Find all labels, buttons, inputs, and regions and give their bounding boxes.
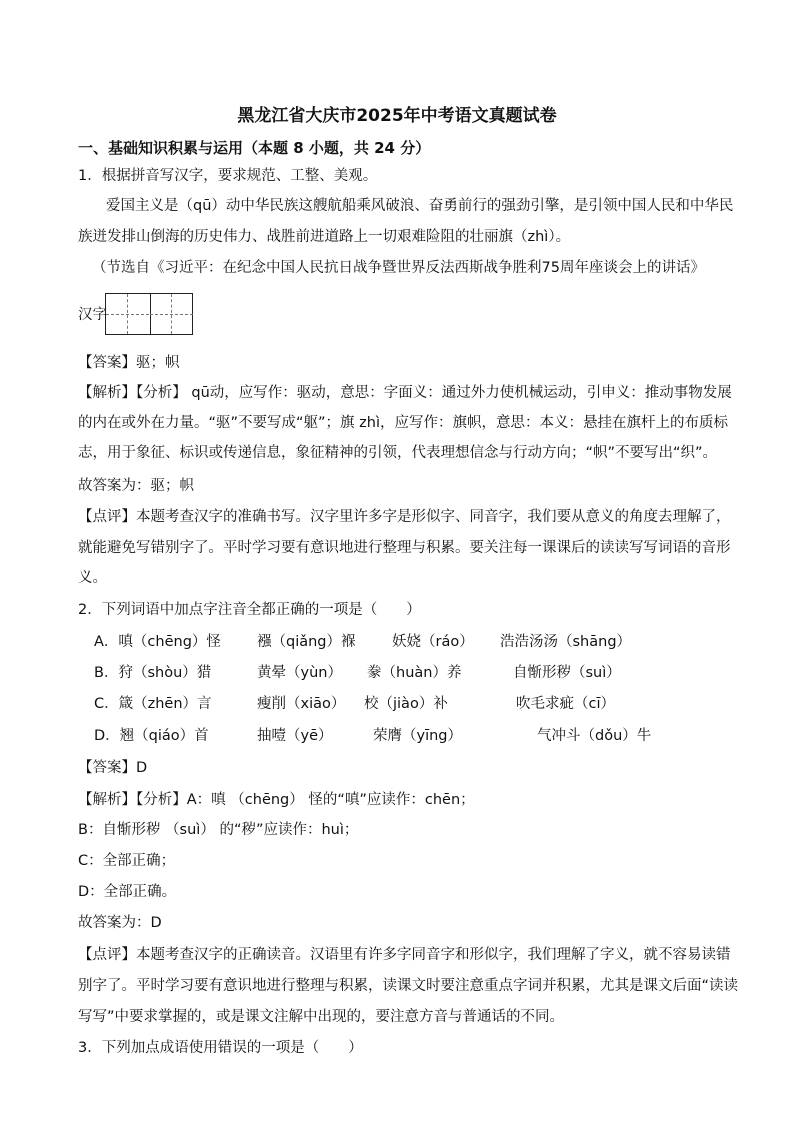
q1-passage-line: 爱国主义是（qū）动中华民族这艘航船乘风破浪、奋勇前行的强劲引擎，是引领中国人民和中华民 xyxy=(106,198,734,214)
q2-answer: 【答案】D xyxy=(78,760,148,776)
hanzi-writing-grid[interactable] xyxy=(105,293,193,335)
option-a-word-1: A．嗔（chēng）怪 xyxy=(94,634,221,650)
option-c-word-2: 瘦削（xiāo） xyxy=(257,696,346,712)
option-d-word-4: 气冲斗（dǒu）牛 xyxy=(537,728,652,744)
option-a-word-3: 妖娆（ráo） xyxy=(392,634,474,650)
option-b-word-1: B．狩（shòu）猎 xyxy=(94,665,212,681)
option-a-word-2: 襁（qiǎng）褓 xyxy=(257,634,356,650)
q2-stem: 2．下列词语中加点字注音全都正确的一项是（ ） xyxy=(78,602,421,618)
q1-answer: 【答案】驱；帜 xyxy=(78,355,180,371)
q2-comment-line: 别字了。平时学习要有意识地进行整理与积累，读课文时要注意重点字词并积累，尤其是课文后面“读读 xyxy=(78,978,739,994)
option-b-word-4: 自惭形秽（suì） xyxy=(513,665,621,681)
option-d-word-1: D．翘（qiáo）首 xyxy=(94,728,209,744)
option-c-word-3: 校（jiào）补 xyxy=(364,696,448,712)
section-heading: 一、基础知识积累与运用（本题 8 小题，共 24 分） xyxy=(78,139,431,157)
q2-analysis-line: C：全部正确； xyxy=(78,853,176,869)
hanzi-label: 汉字 xyxy=(78,307,107,323)
q1-final-answer: 故答案为：驱；帜 xyxy=(78,478,194,494)
q3-stem: 3．下列加点成语使用错误的一项是（ ） xyxy=(78,1040,363,1056)
q1-source: （节选自《习近平：在纪念中国人民抗日战争暨世界反法西斯战争胜利75周年座谈会上的讲话》 xyxy=(92,260,705,276)
q2-final-answer: 故答案为：D xyxy=(78,915,162,931)
q1-analysis-line: 的内在或外在力量。“驱”不要写成“躯”；旗 zhì，应写作：旗帜，意思：本义：悬挂在旗杆上的布质标 xyxy=(78,415,728,431)
q1-stem: 1．根据拼音写汉字，要求规范、工整、美观。 xyxy=(78,168,378,184)
q2-analysis-line: B：自惭形秽 （suì） 的“秽”应读作：huì； xyxy=(78,822,359,838)
option-a-word-4: 浩浩汤汤（shāng） xyxy=(500,634,632,650)
q2-comment-line: 写写”中要求掌握的，或是课文注解中出现的，要注意方音与普通话的不同。 xyxy=(78,1009,565,1025)
q1-comment-line: 【点评】本题考查汉字的准确书写。汉字里许多字是形似字、同音字，我们要从意义的角度去理解了， xyxy=(78,509,731,525)
q2-comment-line: 【点评】本题考查汉字的正确读音。汉语里有许多字同音字和形似字，我们理解了字义，就不容易读错 xyxy=(78,947,731,963)
q2-analysis-line: 【解析】【分析】A：嗔 （chēng） 怪的“嗔”应读作：chēn； xyxy=(78,792,475,808)
option-c-word-1: C．箴（zhēn）言 xyxy=(94,696,212,712)
q1-comment-line: 就能避免写错别字了。平时学习要有意识地进行整理与积累。要关注每一课课后的读读写写词语的音形 xyxy=(78,540,731,556)
q2-analysis-line: D：全部正确。 xyxy=(78,884,177,900)
option-d-word-3: 荣膺（yīng） xyxy=(373,728,463,744)
q1-analysis-line: 志，用于象征、标识或传递信息，象征精神的引领，代表理想信念与行动方向；“帜”不要写出“织”。 xyxy=(78,445,718,461)
hanzi-grid-cell[interactable] xyxy=(150,294,194,334)
option-c-word-4: 吹毛求疵（cī） xyxy=(516,696,616,712)
option-b-word-2: 黄晕（yùn） xyxy=(257,665,342,681)
page-title: 黑龙江省大庆市2025年中考语文真题试卷 xyxy=(237,106,557,126)
q1-comment-line: 义。 xyxy=(78,570,107,586)
hanzi-grid-cell[interactable] xyxy=(106,294,151,334)
q1-passage-line: 族迸发排山倒海的历史伟力、战胜前进道路上一切艰难险阻的壮丽旗（zhì）。 xyxy=(78,229,571,245)
option-b-word-3: 豢（huàn）养 xyxy=(367,665,462,681)
q1-analysis-line: 【解析】【分析】 qū动，应写作：驱动，意思：字面义：通过外力使机械运动，引申义：推动事物发展 xyxy=(78,385,732,401)
option-d-word-2: 抽噎（yē） xyxy=(257,728,333,744)
